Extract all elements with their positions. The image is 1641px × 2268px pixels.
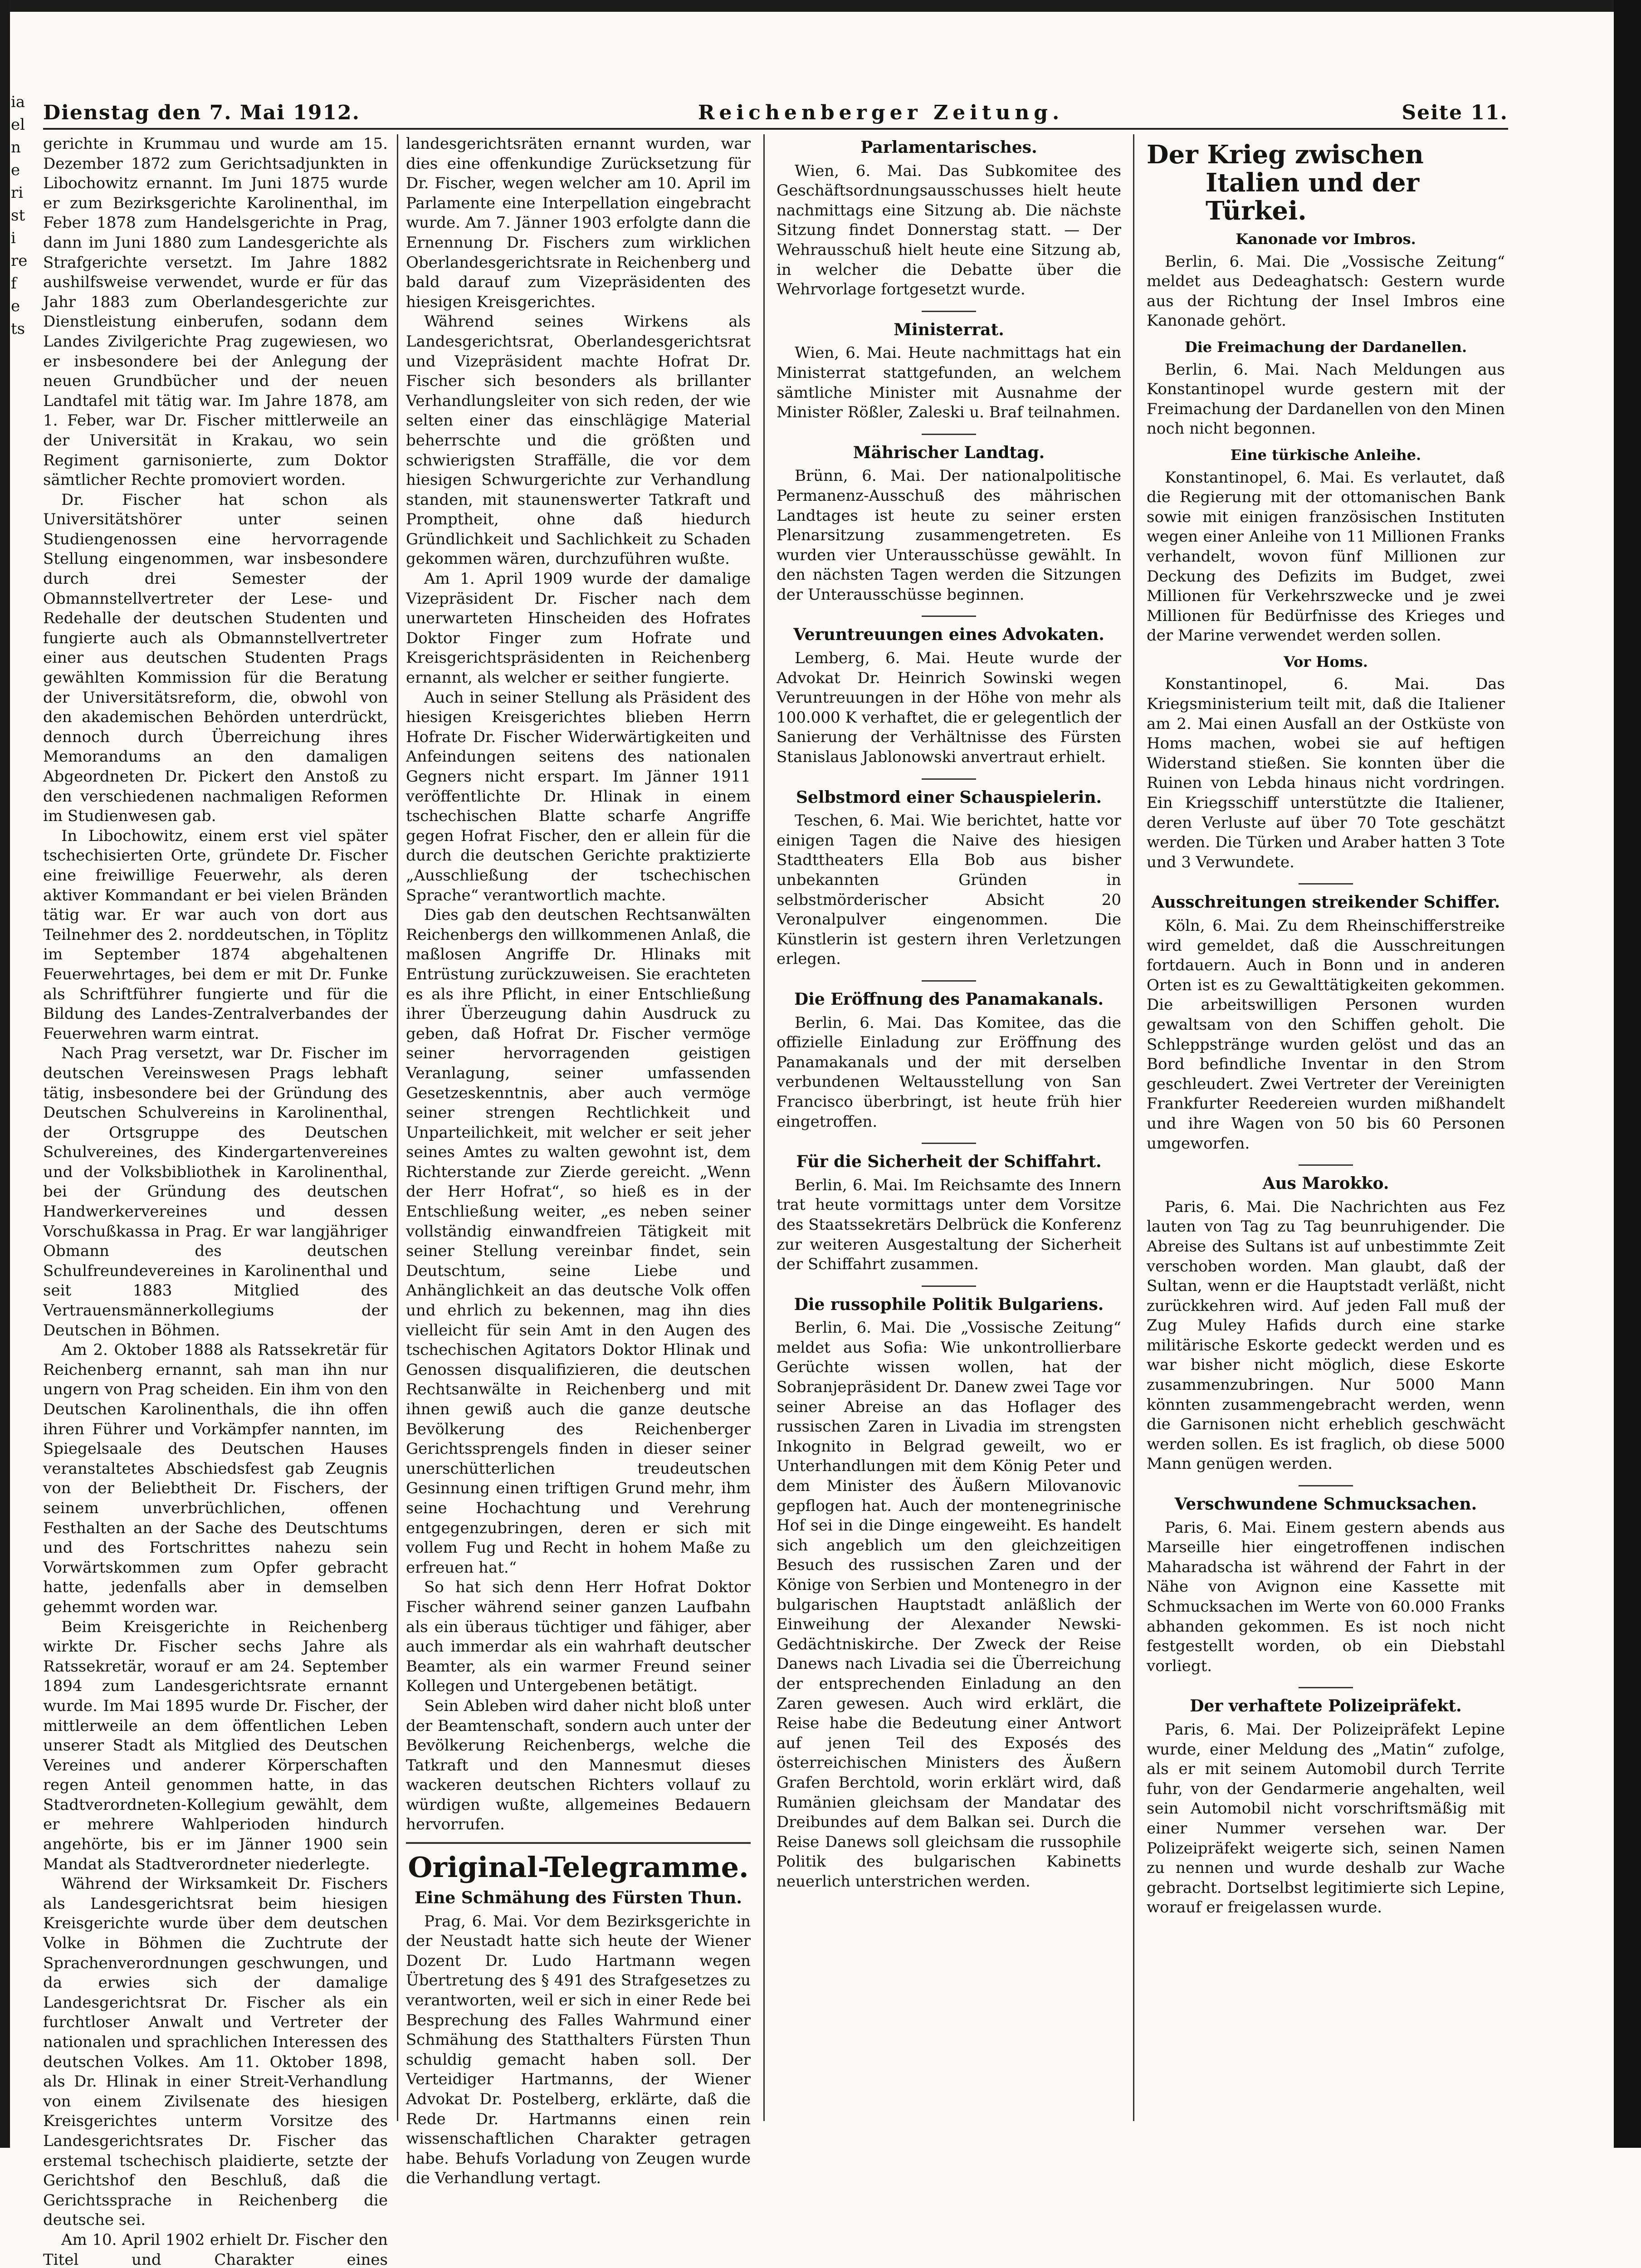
column-divider: [763, 134, 765, 2121]
article-paragraph: Lemberg, 6. Mai. Heute wurde der Advokat Dr. Heinrich Sowinski wegen Veruntreuungen in der Höhe von mehr als 100.000 K verhaftet, die er gelegentlich der Sanierung der Verhältnisse des Fürsten Stanislaus Jablonowski anvertraut erhielt.: [777, 649, 1121, 767]
article-heading: Die Freimachung der Dardanellen.: [1184, 338, 1467, 356]
article-heading: Vor Homs.: [1284, 653, 1368, 670]
article-heading: Selbstmord einer Schauspielerin.: [796, 787, 1102, 807]
article-separator: [922, 778, 976, 780]
article-heading: Mährischer Landtag.: [853, 443, 1045, 462]
article-separator: [1299, 1164, 1353, 1166]
article-paragraph: Wien, 6. Mai. Das Subkomitee des Geschäftsordnungsausschusses hielt heute nachmittags eine Sitzung ab. Die nächste Sitzung findet Donnerstag statt. — Der Wehrausschuß hielt heute eine Sitzung ab, in welcher die Debatte über die Wehrvorlage fortgesetzt wurde.: [777, 161, 1121, 299]
article-paragraph: landesgerichtsräten ernannt wurden, war dies eine offenkundige Zurücksetzung für Dr. Fischer, wegen welcher am 10. April im Parlamente eine Interpellation eingebracht wurde. Am 7. Jänner 1903 erfolgte dann die Ernennung Dr. Fischers zum wirklichen Oberlandesgerichtsrate in Reichenberg und bald darauf zum Vizepräsidenten des hiesigen Kreisgerichtes.: [406, 135, 751, 311]
article-paragraph: Paris, 6. Mai. Der Polizeipräfekt Lepine wurde, einer Meldung des „Matin“ zufolge, als er mit seinem Automobil durch Territe fuhr, von der Gendarmerie angehalten, weil sein Automobil nicht vorschriftsmäßig mit einer Nummer versehen war. Der Polizeipräfekt weigerte sich, seinen Namen zu nennen und wurde deshalb zur Wache gebracht. Dortselbst legitimierte sich Lepine, worauf er freigelassen wurde.: [1147, 1720, 1505, 1917]
page-header: [43, 99, 1508, 126]
article-paragraph: Berlin, 6. Mai. Nach Meldungen aus Konstantinopel wurde gestern mit der Freimachung der Dardanellen von den Minen noch nicht begonnen.: [1147, 360, 1505, 438]
article-paragraph: Auch in seiner Stellung als Präsident des hiesigen Kreisgerichtes blieben Herrn Hofrate Dr. Fischer Widerwärtigkeiten und Anfeindungen seitens des nationalen Gegners nicht erspart. Im Jänner 1911 veröffentlichte Dr. Hlinak in einem tschechischen Blatte scharfe Angriffe gegen Hofrat Fischer, den er allein für die durch die deutschen Gerichte praktizierte „Ausschließung der tschechischen Sprache“ verantwortlich machte.: [406, 688, 751, 904]
column-2: [406, 134, 751, 2188]
article-paragraph: Berlin, 6. Mai. Das Komitee, das die offizielle Einladung zur Eröffnung des Panamakanals und der mit derselben verbundenen Weltausstellung von San Francisco überbringt, ist heute früh hier eingetroffen.: [777, 1013, 1121, 1131]
article-paragraph: Sein Ableben wird daher nicht bloß unter der Beamtenschaft, sondern auch unter der Bevölkerung Reichenbergs, welche die Tatkraft und den Mannesmut dieses wackeren deutschen Richters vollauf zu würdigen wußte, allgemeines Bedauern hervorrufen.: [406, 1696, 751, 1834]
article-paragraph: Nach Prag versetzt, war Dr. Fischer im deutschen Vereinswesen Prags lebhaft tätig, insbesondere bei der Gründung des Deutschen Schulvereins in Karolinenthal, der Ortsgruppe des Deutschen Schulvereines, des Kindergartenvereines und der Volksbibliothek in Karolinenthal, bei der Gründung des deutschen Handwerkervereines und dessen Vorschußkassa in Prag. Er war langjähriger Obmann des deutschen Schulfreundevereines in Karolinenthal und seit 1883 Mitglied des Vertrauensmännerkollegiums der Deutschen in Böhmen.: [43, 1044, 388, 1339]
column-1: [43, 134, 388, 2268]
article-heading: Die Eröffnung des Panamakanals.: [794, 989, 1104, 1009]
article-paragraph: Während seines Wirkens als Landesgerichtsrat, Oberlandesgerichtsrat und Vizepräsident machte Hofrat Dr. Fischer sich besonders als brillanter Verhandlungsleiter von sich reden, der wie selten einer das einschlägige Material beherrschte und die größten und schwierigsten Straffälle, die vor dem hiesigen Schwurgerichte zur Verhandlung standen, mit staunenswerter Tatkraft und Promptheit, ohne daß hiedurch Gründlichkeit und Sachlichkeit zu Schaden gekommen wären, durchzuführen wußte.: [406, 313, 751, 568]
article-paragraph: Teschen, 6. Mai. Wie berichtet, hatte vor einigen Tagen die Naive des hiesigen Stadttheaters Ella Bob aus bisher unbekannten Gründen in selbstmörderischer Absicht 20 Veronalpulver eingenommen. Die Künstlerin ist gestern ihren Verletzungen erlegen.: [777, 811, 1121, 968]
article-paragraph: Berlin, 6. Mai. Im Reichsamte des Innern trat heute vormittags unter dem Vorsitze des Staatssekretärs Delbrück die Konferenz zur weiteren Ausgestaltung der Sicherheit der Schiffahrt zusammen.: [777, 1176, 1121, 1274]
article-paragraph: Brünn, 6. Mai. Der nationalpolitische Permanenz-Ausschuß des mährischen Landtages ist heute zu seiner ersten Plenarsitzung zusammengetreten. Es wurden vier Unterausschüsse gewählt. In den nächsten Tagen werden die Sitzungen der Unterausschüsse beginnen.: [777, 467, 1121, 604]
section-heading-telegrams: Original-Telegramme.: [408, 1851, 749, 1884]
section-rule: [406, 1842, 751, 1844]
article-paragraph: Berlin, 6. Mai. Die „Vossische Zeitung“ meldet aus Sofia: Wie unkontrollierbare Gerüchte wissen wollen, hat der Sobranjepräsident Dr. Danew zwei Tage vor seiner Abreise an das Hoflager des russischen Zaren in Livadia im strengsten Inkognito in Belgrad geweilt, wo er Unterhandlungen mit dem König Peter und dem Minister des Äußern Milovanovic gepflogen hat. Auch der montenegrinische Hof sei in die Dinge eingeweiht. Es handelt sich angeblich um den gleichzeitigen Besuch des russischen Zaren und der Könige von Serbien und Montenegro in der bulgarischen Hauptstadt anläßlich der Einweihung der Alexander Newski-Gedächtniskirche. Der Zweck der Reise Danews nach Livadia sei die Überreichung der entsprechenden Einladung an den Zaren gewesen. Auch wird erklärt, die Reise habe die Bedeutung einer Antwort auf jenen Teil des Exposés des österreichischen Ministers des Äußern Grafen Berchtold, worin erklärt wird, daß Rumänien gleichsam der Mandatar des Dreibundes auf dem Balkan sei. Durch die Reise Danews soll gleichsam die russophile Politik des bulgarischen Kabinetts neuerlich unterstrichen werden.: [777, 1319, 1121, 1891]
article-paragraph: Berlin, 6. Mai. Die „Vossische Zeitung“ meldet aus Dedeaghatsch: Gestern wurde aus der Richtung der Insel Imbros eine Kanonade gehört.: [1147, 252, 1505, 330]
article-heading: Parlamentarisches.: [860, 138, 1037, 157]
article-heading: Eine türkische Anleihe.: [1230, 446, 1421, 464]
article-paragraph: Am 2. Oktober 1888 als Ratssekretär für Reichenberg ernannt, sah man ihn nur ungern von Prag scheiden. Ein ihm von den Deutschen Karolinenthals, die ihn offen ihren Führer und Vorkämpfer nannten, im Spiegelsaale des Deutschen Hauses veranstaltetes Abschiedsfest gab Zeugnis von der Beliebtheit Dr. Fischers, der seinem unverbrüchlichen, offenen Festhalten an der Sache des Deutschtums und des Fortschrittes nahezu sein Vorwärtskommen zum Opfer gebracht hatte, jedenfalls aber in demselben gehemmt worden war.: [43, 1341, 388, 1616]
article-paragraph: Am 1. April 1909 wurde der damalige Vizepräsident Dr. Fischer nach dem unerwarteten Hinscheiden des Hofrates Doktor Finger zum Hofrate und Kreisgerichtspräsidenten in Reichenberg ernannt, als welcher er seither fungierte.: [406, 570, 751, 687]
section-heading-war: [1147, 141, 1505, 225]
article-separator: [1299, 1485, 1353, 1486]
article-separator: [922, 434, 976, 435]
article-paragraph: gerichte in Krummau und wurde am 15. Dezember 1872 zum Gerichtsadjunkten in Libochowitz ernannt. Im Juni 1875 wurde er zum Bezirksgerichte Karolinenthal, im Feber 1878 zum Handelsgerichte in Prag, dann im Juni 1880 zum Landesgerichte als Strafgerichte versetzt. Im Jahre 1882 aushilfsweise verwendet, wurde er für das Jahr 1883 zum Oberlandesgerichte zur Dienstleistung einberufen, sodann dem Landes Zivilgerichte Prag zugewiesen, wo er insbesondere bei der Anlegung der neuen Grundbücher und der neuen Landtafel mit tätig war. Im Jahre 1878, am 1. Feber, war Dr. Fischer mittlerweile an der Universität in Krakau, wo sein Regiment garnisonierte, zum Doktor sämtlicher Rechte promoviert worden.: [43, 135, 388, 489]
article-paragraph: Konstantinopel, 6. Mai. Das Kriegsministerium teilt mit, daß die Italiener am 2. Mai einen Ausfall an der Ostküste von Homs machen, wobei sie auf heftigen Widerstand stießen. Sie konnten über die Ruinen von Lebda hinaus nicht vordringen. Ein Kriegsschiff unterstützte die Italiener, deren Verluste auf über 70 Tote geschätzt werden. Die Türken und Araber hatten 3 Tote und 3 Verwundete.: [1147, 675, 1505, 871]
article-paragraph: Prag, 6. Mai. Vor dem Bezirksgerichte in der Neustadt hatte sich heute der Wiener Dozent Dr. Ludo Hartmann wegen Übertretung des § 491 des Strafgesetzes zu verantworten, weil er sich in einer Rede bei Besprechung des Falles Wahrmund einer Schmähung des Statthalters Fürsten Thun schuldig gemacht haben soll. Der Verteidiger Hartmanns, der Wiener Advokat Dr. Postelberg, erklärte, daß die Rede Dr. Hartmanns einen rein wissenschaftlichen Charakter getragen habe. Behufs Vorladung von Zeugen wurde die Verhandlung vertagt.: [406, 1912, 751, 2188]
article-paragraph: Dies gab den deutschen Rechtsanwälten Reichenbergs den willkommenen Anlaß, die maßlosen Angriffe Dr. Hlinaks mit Entrüstung zurückzuweisen. Sie erachteten es als ihre Pflicht, in einer Entschließung ihrer Überzeugung dahin Ausdruck zu geben, daß Hofrat Dr. Fischer vermöge seiner hervorragenden geistigen Veranlagung, seiner umfassenden Gesetzeskenntnis, aber auch vermöge seiner strengen Rechtlichkeit und Unparteilichkeit, mit welcher er seit jeher seines Amtes zu walten gewohnt ist, dem Richterstande zur Zierde gereicht. „Wenn der Herr Hofrat“, so hieß es in der Entschließung weiter, „es neben seiner vollständig einwandfreien Tätigkeit mit seiner Stellung vereinbar findet, sein Deutschtum, seine Liebe und Anhänglichkeit an das deutsche Volk offen und ehrlich zu bekennen, mag ihn dies vielleicht für sein Amt in den Augen des tschechischen Agitators Doktor Hlinak und Genossen disqualifizieren, die deutschen Rechtsanwälte in Reichenberg und mit ihnen gewiß auch die ganze deutsche Bevölkerung des Reichenberger Gerichtssprengels finden in dieser seiner unerschütterlichen treudeutschen Gesinnung einen triftigen Grund mehr, ihm seine Hochachtung und Verehrung entgegenzubringen, deren er sich mit vollem Fug und Recht in hohem Maße zu erfreuen hat.“: [406, 906, 751, 1577]
article-heading: Ausschreitungen streikender Schiffer.: [1151, 893, 1500, 912]
article-heading: Aus Marokko.: [1262, 1174, 1389, 1193]
article-paragraph: Während der Wirksamkeit Dr. Fischers als Landesgerichtsrat beim hiesigen Kreisgerichte wurde über dem deutschen Volke in Böhmen die Zuchtrute der Sprachenverordnungen geschwungen, und da erwies sich der damalige Landesgerichtsrat Dr. Fischer als ein furchtloser Anwalt und Vertreter der nationalen und sprachlichen Interessen des deutschen Volkes. Am 11. Oktober 1898, als Dr. Hlinak in einer Streit-Verhandlung von einem Zivilsenate des hiesigen Kreisgerichtes unterm Vorsitze des Landesgerichtsrates Dr. Fischer das erstemal tschechisch plaidierte, setzte der Gerichtshof den Beschluß, daß die Gerichtssprache in Reichenberg die deutsche sei.: [43, 1875, 388, 2229]
column-4: [1147, 134, 1505, 2130]
article-paragraph: Paris, 6. Mai. Einem gestern abends aus Marseille hier eingetroffenen indischen Maharadscha ist während der Fahrt in der Nähe von Avignon eine Kassette mit Schmucksachen im Werte von 60.000 Franks abhanden gekommen. Es ist noch nicht festgestellt worden, ob ein Diebstahl vorliegt.: [1147, 1518, 1505, 1675]
column-divider: [1133, 134, 1134, 2121]
header-rule: [43, 128, 1508, 130]
article-paragraph: Paris, 6. Mai. Die Nachrichten aus Fez lauten von Tag zu Tag beunruhigender. Die Abreise des Sultans ist auf unbestimmte Zeit verschoben worden. Man glaubt, daß der Sultan, wenn er die Hauptstadt verläßt, nicht zurückkehren wird. Auf jeden Fall muß der Zug Muley Hafids durch eine starke militärische Eskorte gedeckt werden und es war bisher nicht möglich, diese Eskorte zusammenzubringen. Nur 5000 Mann könnten zusammengebracht werden, wenn die Garnisonen nicht erheblich geschwächt werden sollen. Es ist fraglich, ob diese 5000 Mann genügen werden.: [1147, 1198, 1505, 1473]
scan-edge-top: [0, 0, 1641, 12]
article-heading: Für die Sicherheit der Schiffahrt.: [796, 1152, 1102, 1172]
article-paragraph: So hat sich denn Herr Hofrat Doktor Fischer während seiner ganzen Laufbahn als ein überaus tüchtiger und fähiger, aber auch immerdar als ein wahrhaft deutscher Beamter, als ein warmer Freund seiner Kollegen und Untergebenen betätigt.: [406, 1578, 751, 1696]
article-paragraph: Köln, 6. Mai. Zu dem Rheinschifferstreike wird gemeldet, daß die Ausschreitungen fortdauern. Auch in Bonn und in anderen Orten ist es zu Gewalttätigkeiten gekommen. Die arbeitswilligen Personen wurden gewaltsam von den Schiffen geholt. Die Schleppstränge wurden gelöst und das an Bord befindliche Inventar in den Strom geschleudert. Zwei Vertreter der Vereinigten Frankfurter Reedereien wurden mißhandelt und ihre Wagen von 50 bis 60 Personen umgeworfen.: [1147, 917, 1505, 1153]
article-separator: [922, 311, 976, 312]
article-paragraph: Am 10. April 1902 erhielt Dr. Fischer den Titel und Charakter eines: [43, 2230, 388, 2268]
article-separator: [922, 1286, 976, 1287]
section-heading-line: Italien und der Türkei.: [1206, 168, 1420, 226]
article-separator: [1299, 883, 1353, 885]
article-heading: Der verhaftete Polizeipräfekt.: [1190, 1696, 1462, 1716]
scan-edge-right: [1614, 0, 1641, 2148]
article-paragraph: In Libochowitz, einem erst viel später tschechisierten Orte, gründete Dr. Fischer eine freiwillige Feuerwehr, als deren aktiver Kommandant er bei vielen Bränden tätig war. Er war auch von dort aus Teilnehmer des 2. norddeutschen, in Töplitz im September 1874 abgehaltenen Feuerwehrtages, bei dem er mit Dr. Funke als Schriftführer fungierte und für die Bildung des Landes-Zentralverbandes der Feuerwehren warm eintrat.: [43, 826, 388, 1043]
section-heading-line: Der Krieg zwischen: [1147, 140, 1424, 170]
article-heading: Eine Schmähung des Fürsten Thun.: [415, 1888, 742, 1908]
page-number: Seite 11.: [1402, 101, 1508, 124]
article-separator: [922, 980, 976, 982]
margin-fragment: ia el n e ri st i re f e ts: [11, 93, 28, 338]
scan-edge-left: [0, 0, 10, 2148]
article-heading: Verschwundene Schmucksachen.: [1174, 1495, 1477, 1514]
article-heading: Veruntreuungen eines Advokaten.: [793, 625, 1104, 645]
column-3: [777, 134, 1121, 2130]
article-paragraph: Wien, 6. Mai. Heute nachmittags hat ein Ministerrat stattgefunden, an welchem sämtliche Minister mit Ausnahme der Minister Rößler, Zaleski u. Braf teilnahmen.: [777, 344, 1121, 422]
article-separator: [922, 1143, 976, 1144]
issue-date: Dienstag den 7. Mai 1912.: [43, 101, 360, 124]
article-heading: Kanonade vor Imbros.: [1236, 230, 1416, 248]
article-heading: Ministerrat.: [894, 320, 1004, 339]
article-paragraph: Beim Kreisgerichte in Reichenberg wirkte Dr. Fischer sechs Jahre als Ratssekretär, worauf er am 24. September 1894 zum Landesgerichtsrate ernannt wurde. Im Mai 1895 wurde Dr. Fischer, der mittlerweile an dem öffentlichen Leben unserer Stadt als Mitglied des Deutschen Vereines und anderer Körperschaften regen Anteil genommen hatte, in das Stadtverordneten-Kollegium gewählt, dem er mehrere Wahlperioden hindurch angehörte, bis er im Jänner 1900 sein Mandat als Stadtverordneter niederlegte.: [43, 1618, 388, 1873]
newspaper-title: Reichenberger Zeitung.: [698, 101, 1064, 124]
article-paragraph: Dr. Fischer hat schon als Universitätshörer unter seinen Studiengenossen eine hervorragende Stellung eingenommen, war insbesondere durch drei Semester der Obmannstellvertreter der Lese- und Redehalle der deutschen Studenten und fungierte auch als Obmannstellvertreter einer aus deutschen Studenten Prags gewählten Kommission für die Beratung der Universitätsreform, die, obwohl von den akademischen Behörden unterdrückt, dennoch durch Überreichung ihres Memorandums an den damaligen Abgeordneten Dr. Pickert den Anstoß zu den verschiedenen nachmaligen Reformen im Studienwesen gab.: [43, 490, 388, 826]
column-divider: [397, 134, 398, 2121]
article-paragraph: Konstantinopel, 6. Mai. Es verlautet, daß die Regierung mit der ottomanischen Bank sowie mit einigen französischen Instituten wegen einer Anleihe von 11 Millionen Franks verhandelt, wovon fünf Millionen zur Deckung des Defizits im Budget, zwei Millionen für Verkehrszwecke und je zwei Millionen für Bedürfnisse des Krieges und der Marine verwendet werden sollen.: [1147, 468, 1505, 645]
article-heading: Die russophile Politik Bulgariens.: [794, 1295, 1104, 1314]
article-separator: [922, 616, 976, 617]
article-separator: [1299, 1687, 1353, 1688]
